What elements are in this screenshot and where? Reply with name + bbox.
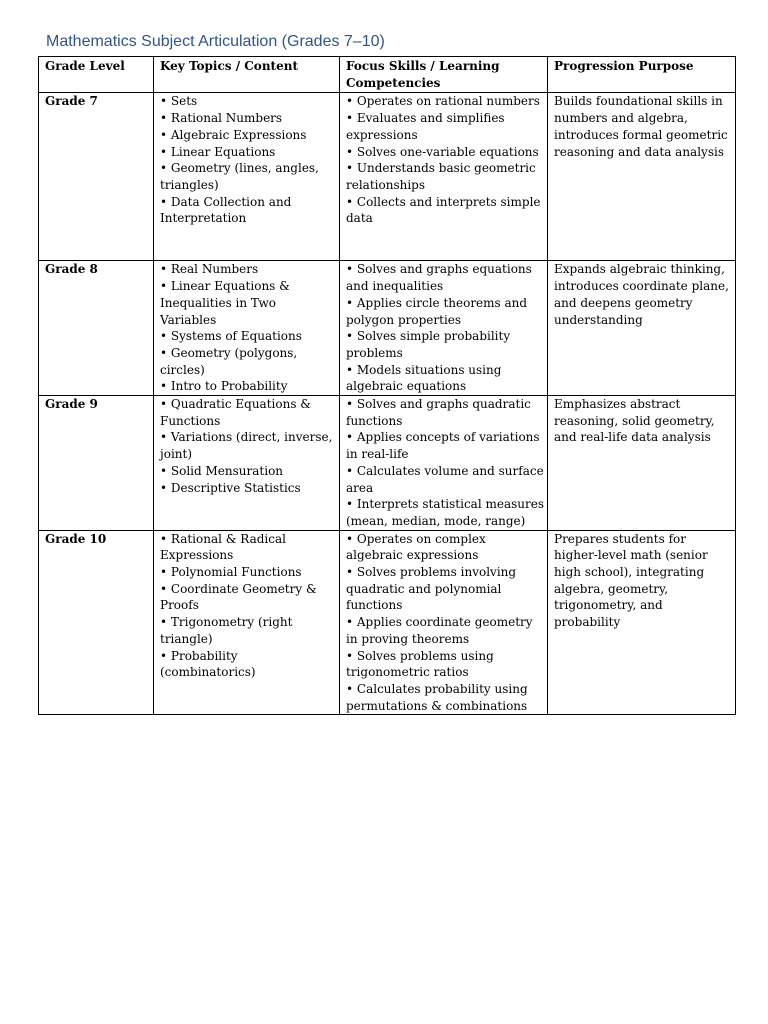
grade-cell: Grade 9: [39, 396, 154, 531]
grade-cell: Grade 10: [39, 530, 154, 715]
skill-item: • Models situations using algebraic equations: [346, 362, 502, 394]
topic-item: • Polynomial Functions: [160, 565, 302, 580]
skill-item: • Solves problems using trigonometric ratios: [346, 648, 494, 680]
header-grade-level: Grade Level: [39, 57, 154, 93]
topic-item: • Real Numbers: [160, 262, 259, 277]
skill-item: • Applies concepts of variations in real-life: [346, 430, 540, 462]
skill-item: • Interprets statistical measures (mean, median, mode, range): [346, 497, 544, 528]
header-focus-skills: Focus Skills / Learning Competencies: [340, 57, 548, 93]
header-key-topics: Key Topics / Content: [154, 57, 340, 93]
grade-cell: Grade 8: [39, 261, 154, 396]
topic-item: • Algebraic Expressions: [160, 127, 307, 142]
topic-item: • Geometry (polygons, circles): [160, 345, 298, 377]
skill-item: • Collects and interprets simple data: [346, 194, 541, 226]
skill-item: • Solves and graphs equations and inequalities: [346, 262, 532, 294]
topics-cell: [154, 396, 340, 531]
topic-item: • Intro to Probability: [160, 379, 288, 394]
purpose-cell: Emphasizes abstract reasoning, solid geometry, and real-life data analysis: [548, 396, 736, 531]
skill-item: • Understands basic geometric relationships: [346, 161, 536, 192]
header-progression-purpose: Progression Purpose: [548, 57, 736, 93]
topic-item: • Variations (direct, inverse, joint): [160, 430, 333, 462]
table-header-row: [39, 57, 736, 93]
skills-cell: [340, 396, 548, 531]
skill-item: • Applies coordinate geometry in proving theorems: [346, 615, 533, 646]
topic-item: • Coordinate Geometry & Proofs: [160, 581, 317, 613]
purpose-cell: Expands algebraic thinking, introduces coordinate plane, and deepens geometry understanding: [548, 261, 736, 396]
skill-item: • Calculates volume and surface area: [346, 463, 544, 495]
topic-item: • Sets: [160, 94, 198, 109]
skills-cell: [340, 93, 548, 261]
skill-item: • Operates on complex algebraic expressions: [346, 531, 486, 563]
topic-item: • Data Collection and Interpretation: [160, 194, 292, 226]
table-row: [39, 396, 736, 531]
topic-item: • Rational Numbers: [160, 111, 283, 126]
skill-item: • Solves simple probability problems: [346, 329, 511, 360]
topic-item: • Linear Equations & Inequalities in Two Variables: [160, 279, 290, 327]
topics-cell: [154, 93, 340, 261]
grade-cell: Grade 7: [39, 93, 154, 261]
topic-item: • Probability (combinatorics): [160, 648, 256, 680]
purpose-cell: Builds foundational skills in numbers and algebra, introduces formal geometric reasoning and data analysis: [548, 93, 736, 261]
topic-item: • Systems of Equations: [160, 329, 302, 344]
skills-cell: [340, 261, 548, 396]
skill-item: • Solves and graphs quadratic functions: [346, 397, 531, 428]
topic-item: • Quadratic Equations & Functions: [160, 397, 311, 428]
skill-item: • Operates on rational numbers: [346, 94, 540, 109]
skill-item: • Solves problems involving quadratic and polynomial functions: [346, 565, 517, 613]
table-row: [39, 530, 736, 715]
skill-item: • Calculates probability using permutations & combinations: [346, 681, 528, 713]
skill-item: • Solves one-variable equations: [346, 144, 539, 159]
table-row: [39, 93, 736, 261]
topic-item: • Linear Equations: [160, 144, 276, 159]
skill-item: • Applies circle theorems and polygon properties: [346, 295, 528, 327]
articulation-table: [38, 56, 736, 715]
page-title: Mathematics Subject Articulation (Grades 7–10): [46, 33, 385, 50]
skills-cell: [340, 530, 548, 715]
topics-cell: [154, 261, 340, 396]
topic-item: • Trigonometry (right triangle): [160, 615, 293, 646]
topic-item: • Rational & Radical Expressions: [160, 531, 286, 563]
topics-cell: [154, 530, 340, 715]
topic-item: • Solid Mensuration: [160, 463, 284, 478]
skill-item: • Evaluates and simplifies expressions: [346, 111, 505, 142]
topic-item: • Descriptive Statistics: [160, 480, 301, 495]
table-row: [39, 261, 736, 396]
topic-item: • Geometry (lines, angles, triangles): [160, 161, 319, 192]
purpose-cell: Prepares students for higher-level math (senior high school), integrating algebra, geometry, trigonometry, and probability: [548, 530, 736, 715]
